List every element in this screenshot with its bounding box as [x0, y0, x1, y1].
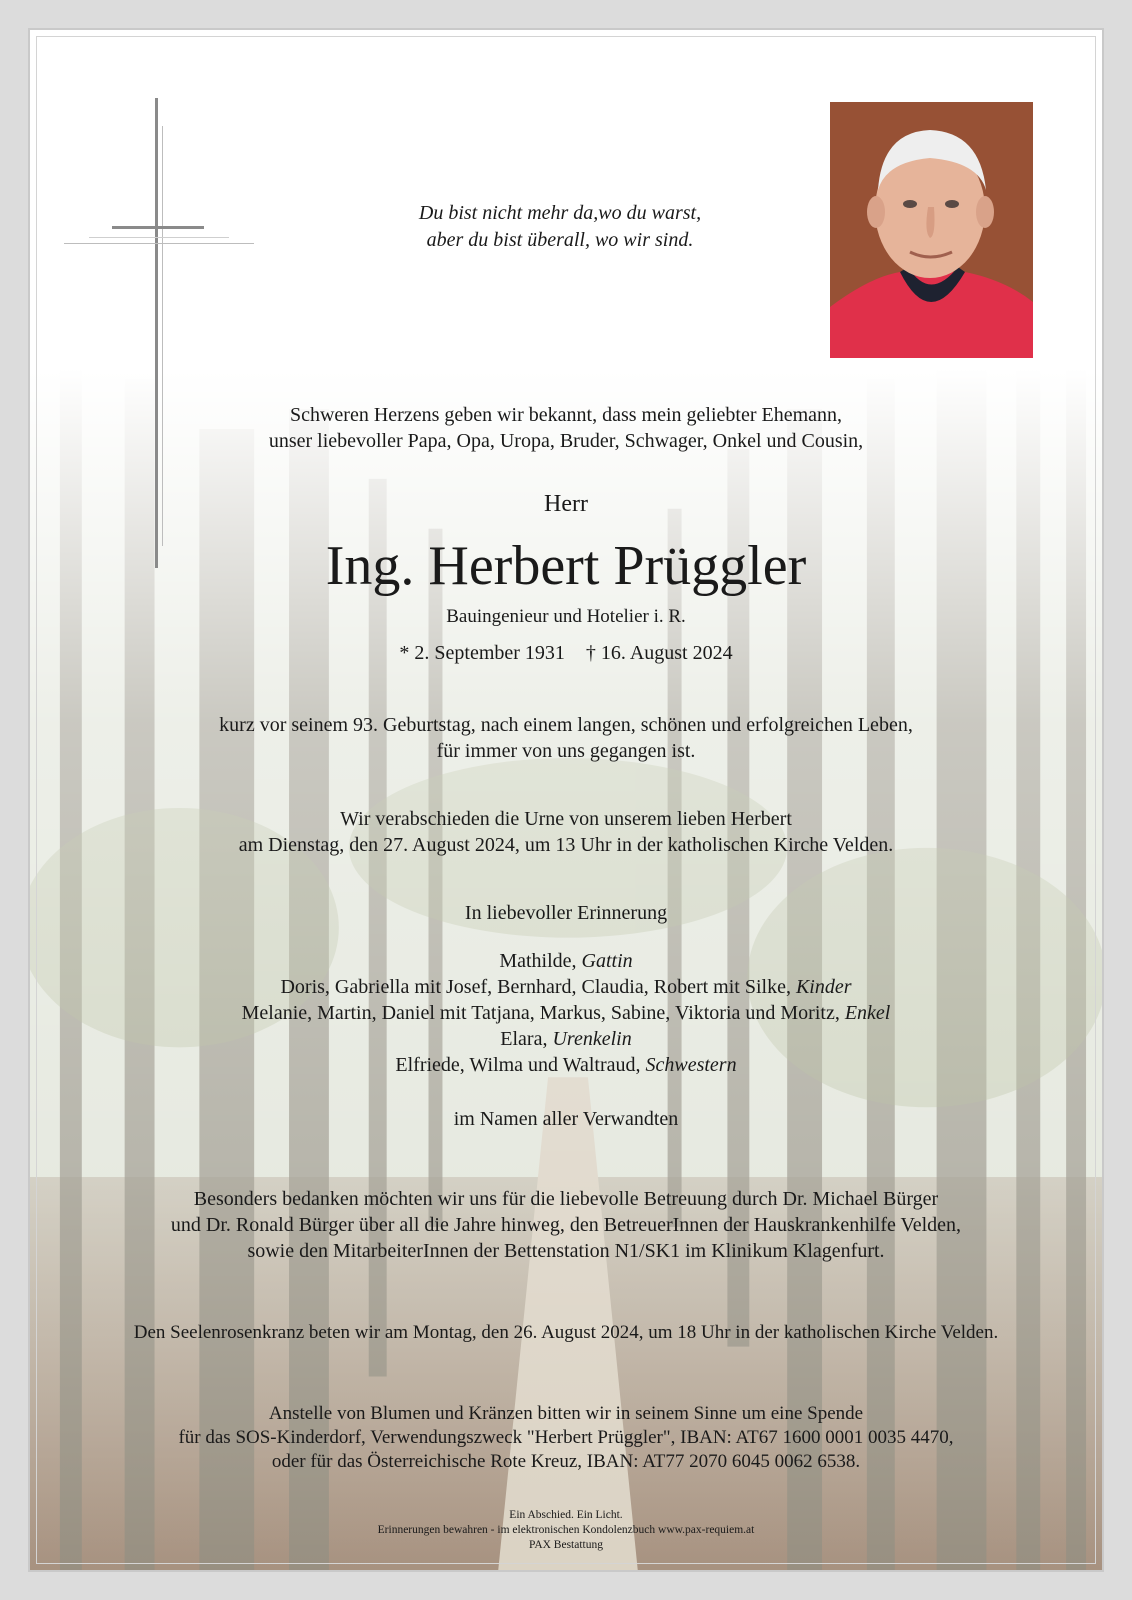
thanks-line: Besonders bedanken möchten wir uns für die liebevolle Betreuung durch Dr. Michael Bürger: [193, 1188, 939, 1210]
rosary-announcement: Den Seelenrosenkranz beten wir am Montag, den 26. August 2024, um 18 Uhr in der katholischen Kirche Velden.: [133, 1322, 999, 1343]
family-names: Elfriede, Wilma und Waltraud,: [395, 1054, 646, 1076]
intro-line: unser liebevoller Papa, Opa, Uropa, Bruder, Schwager, Onkel und Cousin,: [268, 430, 864, 452]
farewell-line: am Dienstag, den 27. August 2024, um 13 Uhr in der katholischen Kirche Velden.: [238, 834, 894, 856]
family-member-line: [30, 1052, 1102, 1078]
birth-date: * 2. September 1931: [399, 642, 565, 664]
passing-line: für immer von uns gegangen ist.: [436, 740, 696, 762]
family-names: Melanie, Martin, Daniel mit Tatjana, Markus, Sabine, Viktoria und Moritz,: [241, 1002, 845, 1024]
verse-line: aber du bist überall, wo wir sind.: [426, 229, 694, 251]
deceased-portrait-image: [830, 102, 1033, 358]
donation-request: [30, 1402, 1102, 1474]
family-role: Enkel: [844, 1002, 891, 1024]
memory-heading: In liebevoller Erinnerung: [464, 902, 668, 924]
relatives-note: im Namen aller Verwandten: [453, 1108, 679, 1130]
family-role: Kinder: [795, 976, 852, 998]
obituary-content: [30, 30, 1102, 1570]
salutation: Herr: [544, 491, 588, 517]
footer-condolence-link[interactable]: Erinnerungen bewahren - im elektronischen Kondolenzbuch www.pax-requiem.at: [377, 1524, 755, 1536]
family-names: Elara,: [500, 1028, 553, 1050]
family-names: Doris, Gabriella mit Josef, Bernhard, Claudia, Robert mit Silke,: [280, 976, 796, 998]
obituary-page: [28, 28, 1104, 1572]
intro-line: Schweren Herzens geben wir bekannt, dass mein geliebter Ehemann,: [289, 404, 843, 426]
donation-line: Anstelle von Blumen und Kränzen bitten wir in seinem Sinne um eine Spende: [268, 1403, 864, 1424]
farewell-line: Wir verabschieden die Urne von unserem lieben Herbert: [340, 808, 792, 830]
family-member-line: [30, 1000, 1102, 1026]
footer-company: PAX Bestattung: [528, 1539, 603, 1551]
family-member-line: [30, 974, 1102, 1000]
life-dates: [30, 640, 1102, 666]
family-member-line: [30, 1026, 1102, 1052]
donation-line: oder für das Österreichische Rote Kreuz, IBAN: AT77 2070 6045 0062 6538.: [271, 1451, 861, 1472]
footer-tagline: Ein Abschied. Ein Licht.: [509, 1509, 623, 1521]
footer: [30, 1508, 1102, 1553]
thanks-text: [30, 1186, 1102, 1264]
death-date: † 16. August 2024: [585, 642, 733, 664]
verse-line: Du bist nicht mehr da,wo du warst,: [418, 202, 702, 224]
profession: Bauingenieur und Hotelier i. R.: [446, 606, 686, 627]
donation-line: für das SOS-Kinderdorf, Verwendungszweck "Herbert Prüggler", IBAN: AT67 1600 0001 0035 4470,: [178, 1427, 954, 1448]
funeral-details: [30, 806, 1102, 858]
deceased-name: Ing. Herbert Prüggler: [325, 535, 807, 597]
memorial-verse: [330, 200, 790, 254]
thanks-line: sowie den MitarbeiterInnen der Bettenstation N1/SK1 im Klinikum Klagenfurt.: [247, 1240, 885, 1262]
thanks-line: und Dr. Ronald Bürger über all die Jahre hinweg, den BetreuerInnen der Hauskrankenhilfe Velden,: [170, 1214, 962, 1236]
family-role: Urenkelin: [552, 1028, 632, 1050]
family-role: Gattin: [581, 950, 633, 972]
family-role: Schwestern: [645, 1054, 737, 1076]
family-list: [30, 948, 1102, 1078]
family-member-line: [30, 948, 1102, 974]
passing-line: kurz vor seinem 93. Geburtstag, nach einem langen, schönen und erfolgreichen Leben,: [219, 714, 913, 736]
passing-text: [30, 712, 1102, 764]
family-names: Mathilde,: [499, 950, 582, 972]
announcement-intro: [30, 402, 1102, 454]
